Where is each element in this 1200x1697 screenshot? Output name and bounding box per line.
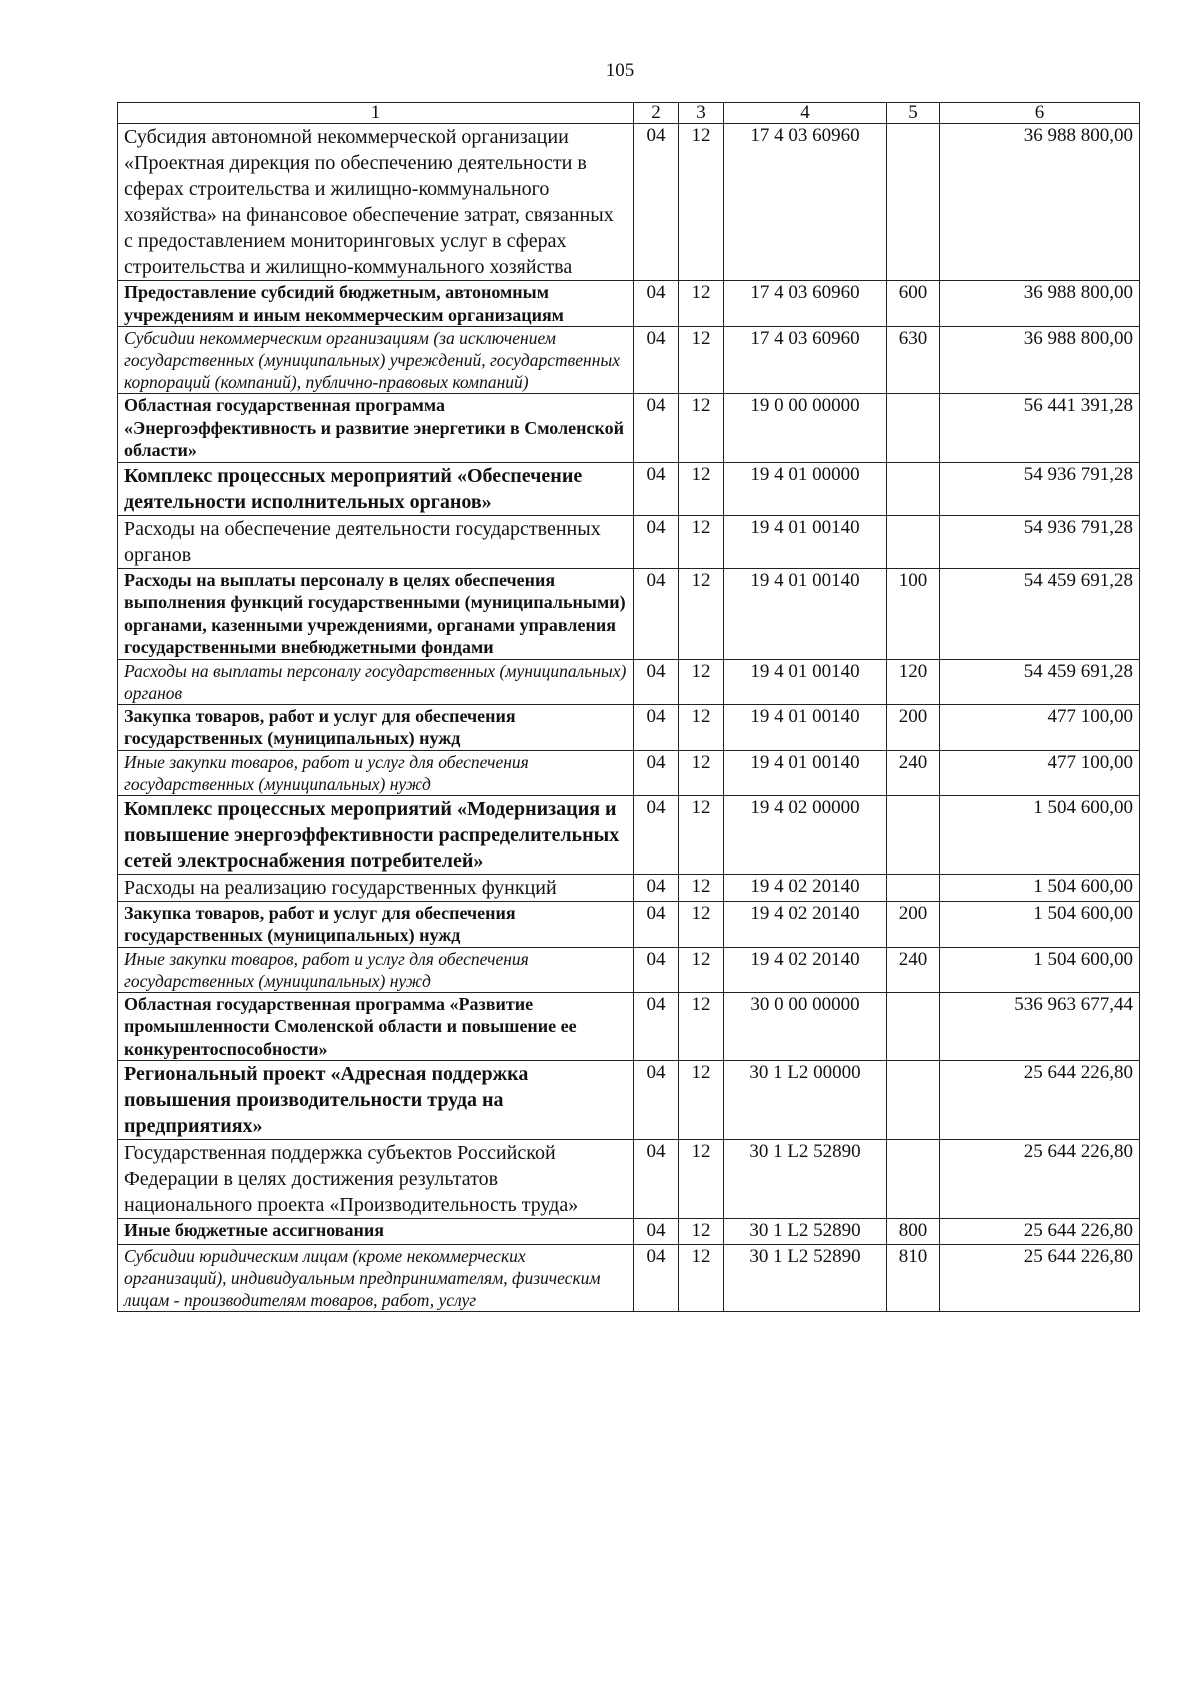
row-section: 04 <box>634 394 679 463</box>
row-amount: 36 988 800,00 <box>940 327 1140 394</box>
row-expense-type: 600 <box>887 281 940 327</box>
row-section: 04 <box>634 462 679 515</box>
row-name: Иные закупки товаров, работ и услуг для обеспечения государственных (муниципальных) нужд <box>118 947 634 992</box>
row-section: 04 <box>634 874 679 901</box>
row-subsection: 12 <box>679 947 724 992</box>
row-expense-type: 800 <box>887 1219 940 1245</box>
row-target-article: 19 4 02 20140 <box>724 901 887 947</box>
row-section: 04 <box>634 1140 679 1219</box>
row-subsection: 12 <box>679 1219 724 1245</box>
row-amount: 1 504 600,00 <box>940 901 1140 947</box>
row-name: Субсидия автономной некоммерческой организации «Проектная дирекция по обеспечению деятельности в сферах строительства и жилищно-коммунального хозяйства» на финансовое обеспечение затрат, связанных с предоставлением мониторинговых услуг в сферах строительства и жилищно-коммунального хозяйства <box>118 124 634 281</box>
row-section: 04 <box>634 947 679 992</box>
header-col-6: 6 <box>940 103 1140 124</box>
row-amount: 536 963 677,44 <box>940 992 1140 1061</box>
row-amount: 1 504 600,00 <box>940 874 1140 901</box>
row-target-article: 19 4 02 20140 <box>724 874 887 901</box>
row-section: 04 <box>634 992 679 1061</box>
row-expense-type <box>887 462 940 515</box>
row-amount: 25 644 226,80 <box>940 1244 1140 1311</box>
row-subsection: 12 <box>679 1061 724 1140</box>
row-target-article: 19 4 01 00140 <box>724 659 887 704</box>
row-name: Комплекс процессных мероприятий «Обеспечение деятельности исполнительных органов» <box>118 462 634 515</box>
row-target-article: 17 4 03 60960 <box>724 281 887 327</box>
table-row <box>118 515 1140 568</box>
row-expense-type: 240 <box>887 750 940 795</box>
row-target-article: 30 0 00 00000 <box>724 992 887 1061</box>
row-name: Закупка товаров, работ и услуг для обеспечения государственных (муниципальных) нужд <box>118 704 634 750</box>
row-expense-type <box>887 1140 940 1219</box>
row-target-article: 30 1 L2 00000 <box>724 1061 887 1140</box>
row-subsection: 12 <box>679 704 724 750</box>
row-expense-type: 810 <box>887 1244 940 1311</box>
row-name: Областная государственная программа «Энергоэффективность и развитие энергетики в Смоленской области» <box>118 394 634 463</box>
header-col-4: 4 <box>724 103 887 124</box>
row-subsection: 12 <box>679 394 724 463</box>
header-col-2: 2 <box>634 103 679 124</box>
row-name: Расходы на обеспечение деятельности государственных органов <box>118 515 634 568</box>
table-row <box>118 1061 1140 1140</box>
table-row <box>118 1219 1140 1245</box>
row-expense-type <box>887 795 940 874</box>
row-expense-type <box>887 992 940 1061</box>
row-section: 04 <box>634 901 679 947</box>
row-subsection: 12 <box>679 1244 724 1311</box>
row-subsection: 12 <box>679 874 724 901</box>
row-amount: 54 459 691,28 <box>940 568 1140 659</box>
table-row <box>118 1244 1140 1311</box>
table-row <box>118 874 1140 901</box>
header-col-5: 5 <box>887 103 940 124</box>
row-amount: 25 644 226,80 <box>940 1061 1140 1140</box>
row-name: Субсидии некоммерческим организациям (за исключением государственных (муниципальных) учреждений, государственных корпораций (компаний), публично-правовых компаний) <box>118 327 634 394</box>
row-expense-type <box>887 1061 940 1140</box>
row-target-article: 19 4 01 00140 <box>724 750 887 795</box>
row-name: Региональный проект «Адресная поддержка повышения производительности труда на предприятиях» <box>118 1061 634 1140</box>
row-amount: 1 504 600,00 <box>940 795 1140 874</box>
row-target-article: 17 4 03 60960 <box>724 124 887 281</box>
row-name: Закупка товаров, работ и услуг для обеспечения государственных (муниципальных) нужд <box>118 901 634 947</box>
row-section: 04 <box>634 1061 679 1140</box>
row-expense-type <box>887 874 940 901</box>
row-expense-type: 100 <box>887 568 940 659</box>
row-name: Комплекс процессных мероприятий «Модернизация и повышение энергоэффективности распределительных сетей электроснабжения потребителей» <box>118 795 634 874</box>
row-target-article: 19 4 01 00140 <box>724 704 887 750</box>
row-expense-type: 120 <box>887 659 940 704</box>
row-section: 04 <box>634 659 679 704</box>
row-amount: 1 504 600,00 <box>940 947 1140 992</box>
table-row <box>118 327 1140 394</box>
row-name: Расходы на выплаты персоналу в целях обеспечения выполнения функций государственными (муниципальными) органами, казенными учреждениями, органами управления государственными внебюджетными фондами <box>118 568 634 659</box>
row-target-article: 19 4 01 00000 <box>724 462 887 515</box>
row-expense-type: 200 <box>887 704 940 750</box>
table-row <box>118 704 1140 750</box>
row-target-article: 19 4 02 20140 <box>724 947 887 992</box>
row-subsection: 12 <box>679 568 724 659</box>
row-name: Государственная поддержка субъектов Российской Федерации в целях достижения результатов национального проекта «Производительность труда» <box>118 1140 634 1219</box>
row-amount: 477 100,00 <box>940 704 1140 750</box>
row-target-article: 19 0 00 00000 <box>724 394 887 463</box>
table-row <box>118 462 1140 515</box>
row-section: 04 <box>634 1219 679 1245</box>
row-expense-type: 200 <box>887 901 940 947</box>
budget-table <box>117 102 1140 1312</box>
table-row <box>118 281 1140 327</box>
row-amount: 56 441 391,28 <box>940 394 1140 463</box>
row-expense-type <box>887 394 940 463</box>
row-amount: 54 459 691,28 <box>940 659 1140 704</box>
row-subsection: 12 <box>679 659 724 704</box>
row-section: 04 <box>634 515 679 568</box>
row-section: 04 <box>634 124 679 281</box>
row-section: 04 <box>634 795 679 874</box>
row-name: Расходы на выплаты персоналу государственных (муниципальных) органов <box>118 659 634 704</box>
row-name: Субсидии юридическим лицам (кроме некоммерческих организаций), индивидуальным предпринимателям, физическим лицам - производителям товаров, работ, услуг <box>118 1244 634 1311</box>
row-target-article: 19 4 01 00140 <box>724 568 887 659</box>
row-subsection: 12 <box>679 750 724 795</box>
row-section: 04 <box>634 327 679 394</box>
row-subsection: 12 <box>679 515 724 568</box>
row-target-article: 30 1 L2 52890 <box>724 1244 887 1311</box>
table-row <box>118 750 1140 795</box>
row-amount: 36 988 800,00 <box>940 281 1140 327</box>
row-subsection: 12 <box>679 462 724 515</box>
row-section: 04 <box>634 281 679 327</box>
row-amount: 54 936 791,28 <box>940 515 1140 568</box>
header-col-3: 3 <box>679 103 724 124</box>
row-amount: 36 988 800,00 <box>940 124 1140 281</box>
row-name: Предоставление субсидий бюджетным, автономным учреждениям и иным некоммерческим организациям <box>118 281 634 327</box>
table-row <box>118 901 1140 947</box>
row-name: Расходы на реализацию государственных функций <box>118 874 634 901</box>
header-row <box>118 103 1140 124</box>
table-row <box>118 394 1140 463</box>
table-row <box>118 1140 1140 1219</box>
row-subsection: 12 <box>679 992 724 1061</box>
table-row <box>118 992 1140 1061</box>
row-target-article: 30 1 L2 52890 <box>724 1140 887 1219</box>
row-subsection: 12 <box>679 795 724 874</box>
row-subsection: 12 <box>679 124 724 281</box>
table-row <box>118 659 1140 704</box>
row-target-article: 19 4 02 00000 <box>724 795 887 874</box>
row-subsection: 12 <box>679 1140 724 1219</box>
row-amount: 25 644 226,80 <box>940 1140 1140 1219</box>
row-expense-type <box>887 515 940 568</box>
page-number: 105 <box>605 60 635 81</box>
row-name: Иные бюджетные ассигнования <box>118 1219 634 1245</box>
row-amount: 25 644 226,80 <box>940 1219 1140 1245</box>
row-section: 04 <box>634 704 679 750</box>
row-target-article: 30 1 L2 52890 <box>724 1219 887 1245</box>
row-subsection: 12 <box>679 327 724 394</box>
row-expense-type: 240 <box>887 947 940 992</box>
row-expense-type <box>887 124 940 281</box>
row-subsection: 12 <box>679 901 724 947</box>
row-amount: 54 936 791,28 <box>940 462 1140 515</box>
row-name: Иные закупки товаров, работ и услуг для обеспечения государственных (муниципальных) нужд <box>118 750 634 795</box>
table-row <box>118 947 1140 992</box>
row-name: Областная государственная программа «Развитие промышленности Смоленской области и повышение ее конкурентоспособности» <box>118 992 634 1061</box>
row-section: 04 <box>634 750 679 795</box>
row-target-article: 17 4 03 60960 <box>724 327 887 394</box>
row-expense-type: 630 <box>887 327 940 394</box>
header-col-1: 1 <box>118 103 634 124</box>
table-row <box>118 124 1140 281</box>
table-row <box>118 568 1140 659</box>
row-section: 04 <box>634 568 679 659</box>
row-target-article: 19 4 01 00140 <box>724 515 887 568</box>
row-subsection: 12 <box>679 281 724 327</box>
row-amount: 477 100,00 <box>940 750 1140 795</box>
row-section: 04 <box>634 1244 679 1311</box>
table-row <box>118 795 1140 874</box>
